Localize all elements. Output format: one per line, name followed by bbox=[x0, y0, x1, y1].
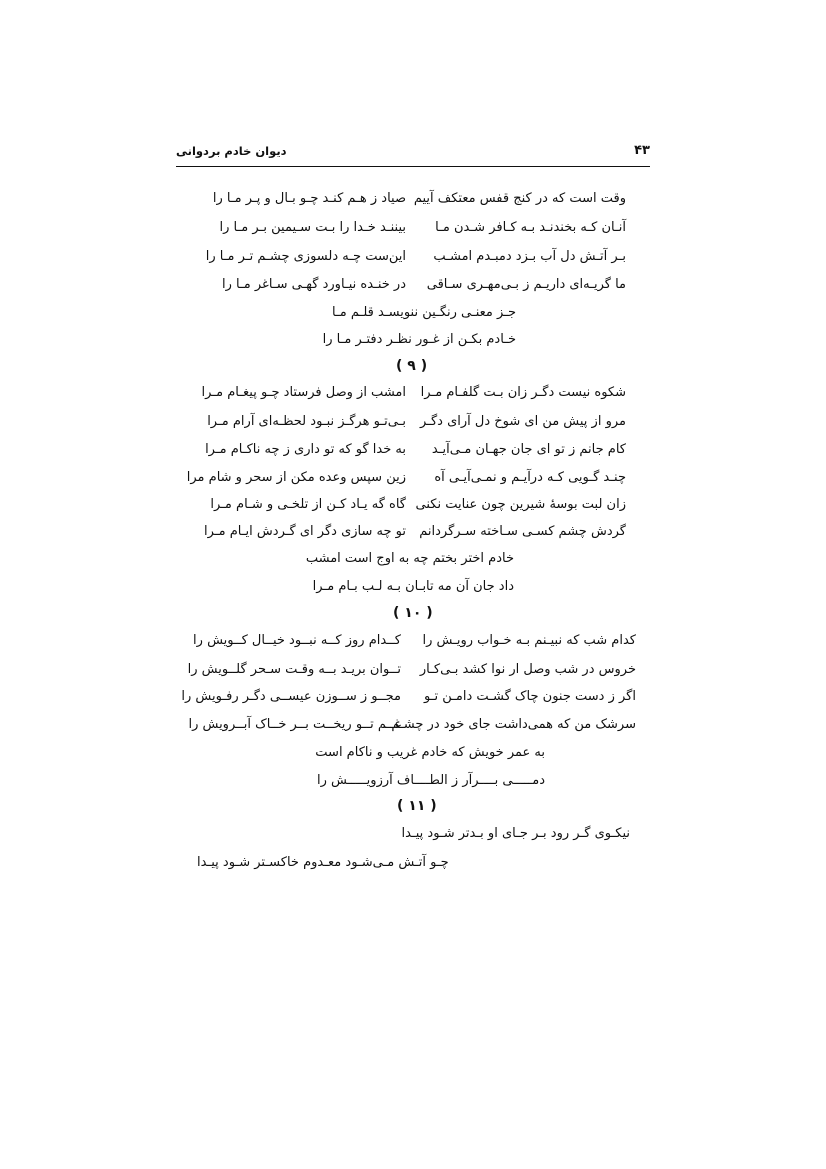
couplet-left-hemistich: غــم تــو ریخــت بــر خــاک آبــرویش را bbox=[188, 717, 401, 732]
couplet-right-hemistich: سرشک من که همی‌داشت جای خود در چشـم bbox=[391, 717, 636, 732]
poem-number: ( ۹ ) bbox=[396, 358, 428, 374]
couplet-right-hemistich: وقت است که در کنج قفس معتکف آییم bbox=[413, 191, 626, 206]
couplet-right-hemistich: نیکـوی گـر رود بـر جـای او بـدتر شـود پیـدا bbox=[401, 826, 630, 841]
couplet-right-hemistich: کام جانم ز تو ای جان جهـان مـی‌آیـد bbox=[431, 442, 626, 457]
couplet-right-hemistich: آنـان کـه بخندنـد بـه کـافر شـدن مـا bbox=[435, 220, 626, 235]
couplet-right-hemistich: زان لبت بوسهٔ شیرین چون عنایت نکنی bbox=[415, 497, 626, 512]
couplet-right-hemistich: مرو از پیش من ای شوخ دل آرای دگـر bbox=[420, 414, 626, 429]
closing-verse: دمـــــی بــــرآر ز الطــــاف آرزویـــــش را bbox=[317, 773, 545, 788]
couplet-left-hemistich: تو چه سازی دگر ای گـردش ایـام مـرا bbox=[204, 524, 406, 539]
couplet-left-hemistich: در خنـده نیـاورد گهـی سـاغر مـا را bbox=[222, 277, 406, 292]
couplet-left-hemistich: به خدا گو که تو داری ز چه ناکـام مـرا bbox=[205, 442, 406, 457]
couplet-left-hemistich: صیاد ز هـم کنـد چـو بـال و پـر مـا را bbox=[212, 191, 406, 206]
couplet-right-hemistich: کدام شب که نبیـنم بـه خـواب رویـش را bbox=[422, 633, 636, 648]
couplet-left-hemistich: مجــو ز ســوزن عیســی دگـر رفـویش را bbox=[181, 689, 401, 704]
poem-number: ( ۱۱ ) bbox=[397, 798, 437, 814]
couplet-right-hemistich: شکوه نیست دگـر زان بـت گلفـام مـرا bbox=[420, 385, 626, 400]
page-number: ۴۳ bbox=[634, 143, 650, 158]
couplet-right-hemistich: خروس در شب وصل ار نوا کشد بـی‌کـار bbox=[419, 662, 636, 677]
closing-verse: خـادم بکـن از غـور نظـر دفتـر مـا را bbox=[322, 332, 516, 347]
closing-verse: داد جان آن مه تابـان بـه لـب بـام مـرا bbox=[312, 579, 514, 594]
poem-number: ( ۱۰ ) bbox=[393, 605, 433, 621]
couplet-left-hemistich: گاه گه یـاد کـن از تلخـی و شـام مـرا bbox=[210, 497, 406, 512]
couplet-left-hemistich: چـو آتـش مـی‌شـود معـدوم خاکسـتر شـود پیـدا bbox=[197, 855, 449, 870]
couplet-left-hemistich: تــوان بریـد بــه وقـت سـحر گلــویش را bbox=[187, 662, 401, 677]
couplet-left-hemistich: این‌ست چـه دلسوزی چشـم تـر مـا را bbox=[205, 249, 406, 264]
header-rule bbox=[176, 166, 650, 167]
couplet-right-hemistich: بـر آتـش دل آب بـزد دمبـدم امشـب bbox=[433, 249, 626, 264]
closing-verse: خادم اختر بختم چه به اوج است امشب bbox=[305, 551, 514, 566]
couplet-right-hemistich: گردش چشم کسـی سـاخته سـرگردانم bbox=[419, 524, 626, 539]
book-title: دیوان خادم بردوانی bbox=[176, 144, 287, 158]
page-header bbox=[176, 143, 650, 163]
couplet-right-hemistich: چنـد گـویی کـه درآیـم و نمـی‌آیـی آه bbox=[434, 470, 626, 485]
couplet-left-hemistich: بـی‌تـو هرگـز نبـود لحظـه‌ای آرام مـرا bbox=[207, 414, 406, 429]
closing-verse: جـز معنـی رنگـین ننویسـد قلـم مـا bbox=[332, 305, 516, 320]
couplet-left-hemistich: کــدام روز کــه نبــود خیــال کــویش را bbox=[193, 633, 401, 648]
closing-verse: به عمر خویش که خادم غریب و ناکام است bbox=[315, 745, 545, 760]
couplet-left-hemistich: امشب از وصل فرستاد چـو پیغـام مـرا bbox=[201, 385, 406, 400]
couplet-right-hemistich: ما گریـه‌ای داریـم ز بـی‌مهـری سـاقی bbox=[426, 277, 626, 292]
couplet-right-hemistich: اگر ز دست جنون چاک گشـت دامـن تـو bbox=[423, 689, 636, 704]
couplet-left-hemistich: بیننـد خـدا را بـت سـیمین بـر مـا را bbox=[219, 220, 406, 235]
couplet-left-hemistich: زین سپس وعده مکن از سحر و شام مرا bbox=[186, 470, 406, 485]
